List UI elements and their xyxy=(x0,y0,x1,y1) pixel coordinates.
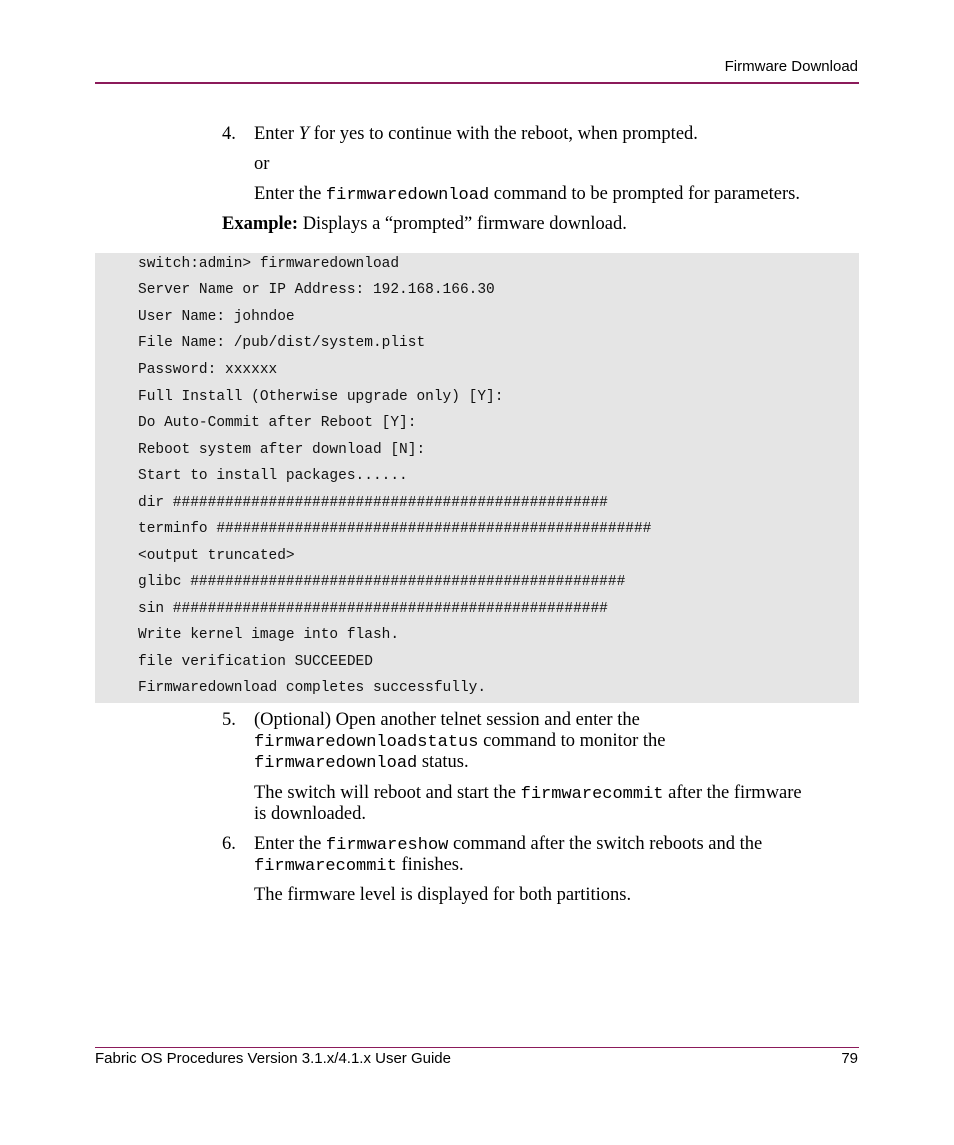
step-5-para-after: after the firmware xyxy=(663,783,802,803)
code-line: User Name: johndoe xyxy=(138,309,295,325)
step-6-after: command after the switch reboots and the xyxy=(448,834,763,854)
step-5-line-2 xyxy=(254,731,665,753)
step-4-alt-after: command to be prompted for parameters. xyxy=(489,184,800,204)
step-4-alternative xyxy=(254,184,800,206)
firmwaredownload-code: firmwaredownload xyxy=(325,186,490,205)
code-line: Reboot system after download [N]: xyxy=(138,442,426,458)
step-6-before: Enter the xyxy=(254,834,326,854)
firmwarecommit-code: firmwarecommit xyxy=(254,857,397,876)
header-rule xyxy=(95,82,859,84)
firmwaredownload-code: firmwaredownload xyxy=(254,754,418,773)
firmwaredownloadstatus-code: firmwaredownloadstatus xyxy=(254,733,479,752)
code-line: terminfo ################################################## xyxy=(138,521,652,537)
step-6-line-2 xyxy=(254,855,464,877)
step-4-or: or xyxy=(254,154,270,174)
code-line: Write kernel image into flash. xyxy=(138,627,400,643)
example-line xyxy=(222,214,627,235)
footer-rule xyxy=(95,1047,859,1048)
step-5-paragraph-line-2: is downloaded. xyxy=(254,804,367,824)
firmwareshow-code: firmwareshow xyxy=(325,836,449,855)
step-4-text-before: Enter xyxy=(254,124,299,144)
step-6-paragraph: The firmware level is displayed for both partitions. xyxy=(254,885,632,905)
code-line: Server Name or IP Address: 192.168.166.30 xyxy=(138,282,495,298)
code-line: dir ################################################## xyxy=(138,495,608,511)
page-number: 79 xyxy=(841,1050,858,1067)
step-5-number: 5. xyxy=(222,710,236,730)
code-line: <output truncated> xyxy=(138,548,295,564)
step-5-para-before: The switch will reboot and start the xyxy=(254,783,521,803)
step-5-mid-text: command to monitor the xyxy=(478,731,666,751)
firmwarecommit-code: firmwarecommit xyxy=(520,785,664,804)
code-line: switch:admin> firmwaredownload xyxy=(138,256,400,272)
code-line: file verification SUCCEEDED xyxy=(138,654,373,670)
step-5-line-3 xyxy=(254,752,469,774)
running-header: Firmware Download xyxy=(724,58,858,75)
code-line: Start to install packages...... xyxy=(138,468,408,484)
step-6-end: finishes. xyxy=(396,855,464,875)
step-4-italic-y: Y xyxy=(298,124,309,144)
code-line: File Name: /pub/dist/system.plist xyxy=(138,335,426,351)
step-4-text xyxy=(254,124,698,145)
code-line: sin ################################################## xyxy=(138,601,608,617)
step-4-number: 4. xyxy=(222,124,236,144)
step-4-alt-before: Enter the xyxy=(254,184,326,204)
code-line: Firmwaredownload completes successfully. xyxy=(138,680,487,696)
code-line: Full Install (Otherwise upgrade only) [Y]: xyxy=(138,389,504,405)
code-line: Password: xxxxxx xyxy=(138,362,278,378)
step-6-number: 6. xyxy=(222,834,236,854)
step-5-line-1: (Optional) Open another telnet session and enter the xyxy=(254,710,640,730)
step-5-paragraph-line-1 xyxy=(254,783,802,805)
code-line: Do Auto-Commit after Reboot [Y]: xyxy=(138,415,417,431)
code-example-block xyxy=(95,253,859,703)
footer-doc-title: Fabric OS Procedures Version 3.1.x/4.1.x User Guide xyxy=(95,1050,451,1067)
step-6-line-1 xyxy=(254,834,762,856)
example-text: Displays a “prompted” firmware download. xyxy=(298,214,627,234)
code-line: glibc ################################################## xyxy=(138,574,626,590)
step-4-text-after: for yes to continue with the reboot, when prompted. xyxy=(308,124,698,144)
example-label: Example: xyxy=(222,214,299,234)
step-5-end-text: status. xyxy=(417,752,469,772)
